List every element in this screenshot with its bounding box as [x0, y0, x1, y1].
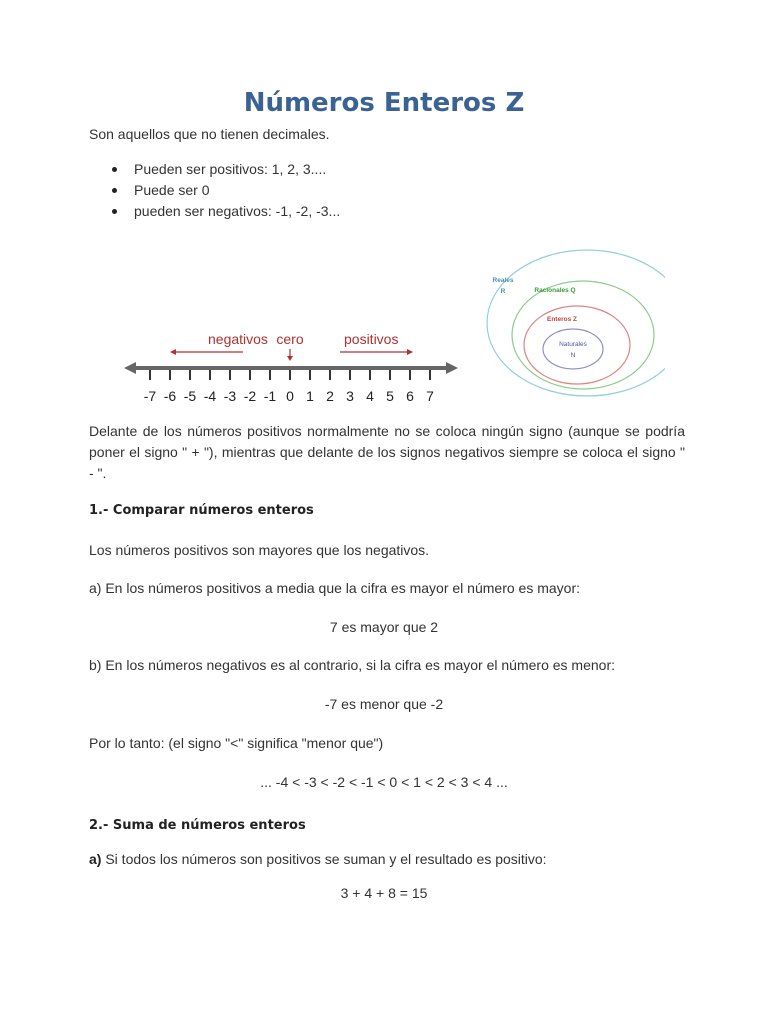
label-naturales-symbol: N [570, 352, 576, 359]
section2-p1 [89, 851, 547, 867]
axis-tick-label: 0 [286, 388, 294, 404]
axis-ticks [144, 370, 434, 404]
axis-arrow-left [124, 362, 136, 374]
section2-heading: 2.- Suma de números enteros [89, 818, 306, 833]
section1-p4: Por lo tanto: (el signo "<" significa "menor que") [89, 735, 384, 751]
paragraph-signs: Delante de los números positivos normalmente no se coloca ningún signo (aunque se podría poner el signo " + "), mientras que delante de los signos negativos siempre se coloca el signo " - ". [89, 423, 685, 481]
axis-tick-label: -6 [163, 388, 177, 404]
bullet-list [89, 160, 340, 223]
negativos-arrow-head [170, 349, 176, 355]
number-line-figure [120, 244, 665, 416]
axis-tick-label: 4 [366, 388, 374, 404]
bullet-item: Pueden ser positivos: 1, 2, 3.... [89, 160, 340, 181]
set-racionales [512, 281, 654, 389]
axis-tick-label: -1 [263, 388, 277, 404]
label-reales: Reales [492, 277, 514, 284]
intro-text: Son aquellos que no tienen decimales. [89, 126, 330, 142]
section1-example1: 7 es mayor que 2 [329, 619, 439, 635]
axis-tick-label: 6 [406, 388, 414, 404]
axis-tick-label: 2 [326, 388, 334, 404]
axis-tick-label: 3 [346, 388, 354, 404]
section1-p2: a) En los números positivos a media que la cifra es mayor el número es mayor: [89, 580, 580, 596]
section2-example1: 3 + 4 + 8 = 15 [340, 885, 428, 901]
section2-p1-text: Si todos los números son positivos se suman y el resultado es positivo: [101, 851, 547, 867]
axis-tick-label: -5 [183, 388, 197, 404]
bullet-item: Puede ser 0 [89, 181, 340, 202]
axis-tick-label: 7 [426, 388, 434, 404]
cero-arrow-head [287, 356, 293, 361]
section1-example2: -7 es menor que -2 [324, 696, 444, 712]
section1-p3: b) En los números negativos es al contrario, si la cifra es mayor el número es menor: [89, 657, 616, 673]
label-reales-symbol: R [500, 288, 506, 295]
axis-tick-label: -7 [143, 388, 157, 404]
label-racionales: Racionales Q [534, 287, 576, 294]
label-positivos: positivos [344, 331, 399, 347]
positivos-arrow-head [407, 349, 413, 355]
set-naturales [543, 329, 603, 369]
section2-p1-label: a) [89, 851, 102, 867]
axis-tick-label: -2 [243, 388, 257, 404]
section1-heading: 1.- Comparar números enteros [89, 503, 314, 518]
label-naturales: Naturales [559, 341, 587, 348]
label-enteros: Enteros Z [547, 316, 577, 323]
axis-tick-label: 1 [306, 388, 314, 404]
label-negativos: negativos [208, 331, 268, 347]
axis-arrow-right [446, 362, 458, 374]
axis-tick-label: -4 [203, 388, 217, 404]
number-line [124, 331, 458, 404]
label-cero: cero [276, 331, 304, 347]
number-sets-diagram [487, 250, 665, 396]
axis-tick-label: 5 [386, 388, 394, 404]
section1-example3: ... -4 < -3 < -2 < -1 < 0 < 1 < 2 < 3 < 4 ... [260, 774, 508, 790]
bullet-item: pueden ser negativos: -1, -2, -3... [89, 202, 340, 223]
section1-p1: Los números positivos son mayores que los negativos. [89, 542, 430, 558]
axis-tick-label: -3 [223, 388, 237, 404]
page-title: Números Enteros Z [243, 88, 525, 118]
